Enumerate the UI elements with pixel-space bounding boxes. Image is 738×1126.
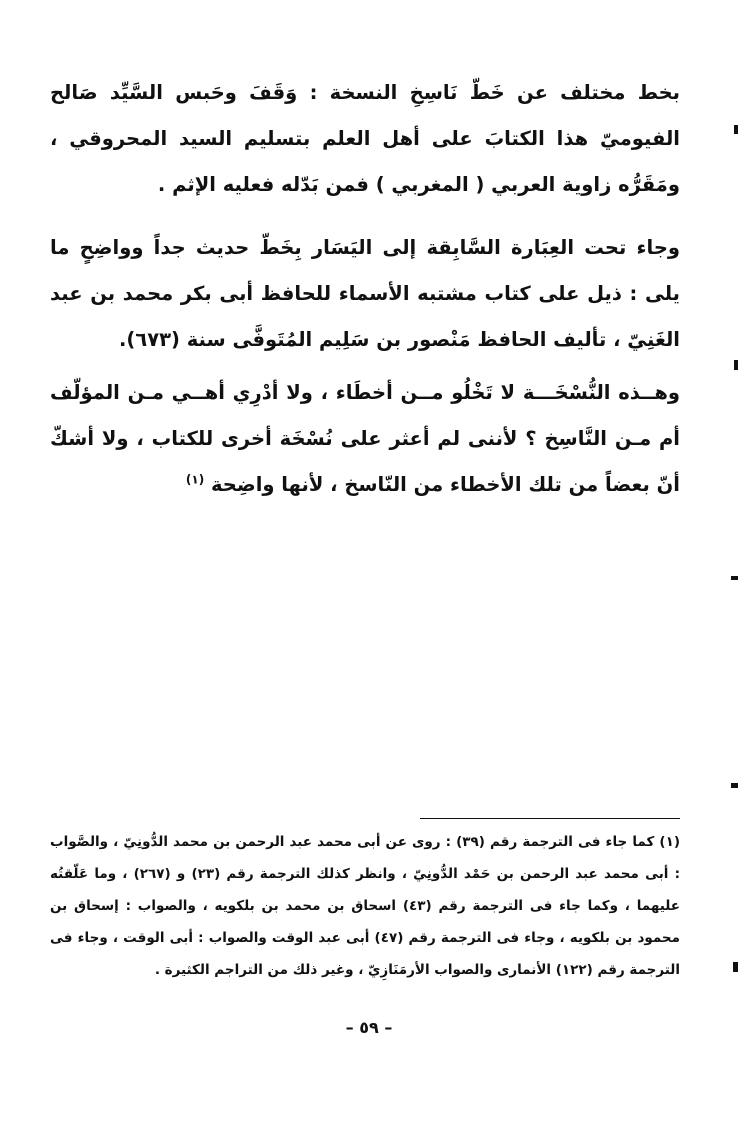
paragraph-text-wrapper	[50, 370, 680, 508]
footnote-divider	[420, 818, 680, 819]
page-number: – ٥٩ –	[345, 1018, 393, 1037]
paragraph-text: وجاء تحت العِبَارة السَّابِقة إلى اليَسَار بِخَطّ حديث جداً وواضِحٍ ما يلى : ذيل على كتاب مشتبه الأسماء للحافظ أبى بكر محمد بن عبد الغَنِيّ ، تأليف الحافظ مَنْصور بن سَلِيم المُتَوفَّى سنة (٦٧٣).	[50, 236, 680, 351]
scan-edge-mark	[734, 125, 738, 134]
scan-edge-mark	[731, 783, 738, 788]
paragraph-waqf-note	[50, 70, 680, 208]
paragraph-errors-note	[50, 370, 680, 508]
paragraph-text: بخط مختلف عن خَطّ نَاسِخِ النسخة : وَقَفَ وحَبس السَّيِّد صَالح الفيوميّ هذا الكتابَ على أهل العلم بتسليم السيد المحروقي ، ومَقَرُّه زاوية العربي ( المغربي ) فمن بَدّله فعليه الإثم .	[50, 81, 680, 196]
paragraph-title-note	[50, 225, 680, 363]
footnote-text: (١) كما جاء فى الترجمة رقم (٣٩) : روى عن أبى محمد عبد الرحمن بن محمد الدُّونِيّ ، والصَّواب : أبى محمد عبد الرحمن بن حَمْد الدُّونِيّ ، وانظر كذلك الترجمة رقم (٢٣) و (٢٦٧) ، وما عَلّقتُه عليهما ، وكما جاء فى الترجمة رقم (٤٣) اسحاق بن محمد بن بلكويه ، والصواب : إسحاق بن محمود بن بلكويه ، وجاء فى الترجمة رقم (٤٧) أبى عبد الوقت والصواب : أبى الوقت ، وجاء فى الترجمة رقم (١٢٢) الأنمارى والصواب الأرمَنَازِيّ ، وغير ذلك من التراجم الكثيرة .	[50, 834, 681, 978]
footnote	[50, 826, 680, 986]
scan-edge-mark	[734, 360, 738, 370]
paragraph-text: وهــذه النُّسْخَـــة لا تَخْلُو مــن أخطَاء ، ولا أدْرِي أهــي مـن المؤلّف أم مـن النَّاسِخ ؟ لأننى لم أعثر على نُسْخَة أخرى للكتاب ، ولا أشكّ أنّ بعضاً من تلك الأخطاء من النّاسخ ، لأنها واضِحة	[50, 381, 680, 496]
footnote-reference: (١)	[185, 472, 205, 487]
scan-edge-mark	[733, 962, 738, 972]
scan-edge-mark	[731, 576, 738, 580]
